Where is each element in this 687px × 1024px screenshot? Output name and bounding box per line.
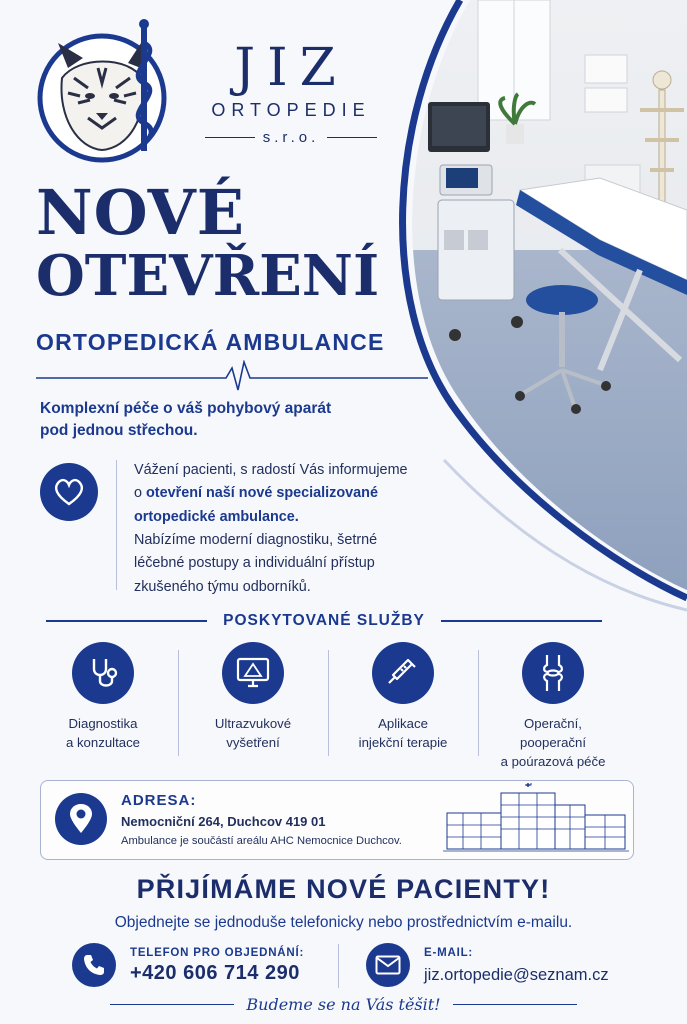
heartbeat-divider-icon [36,360,428,392]
tagline-line-1: Komplexní péče o váš pohybový aparát [40,400,332,417]
cta-subtitle: Objednejte se jednoduše telefonicky nebo prostřednictvím e-mailu. [114,914,573,931]
service-item [478,642,628,772]
brand-legal: s.r.o. [262,129,320,146]
divider [116,460,117,590]
heart-icon [40,463,98,521]
divider [205,137,255,139]
intro-text [134,459,434,599]
service-item [178,642,328,772]
intro-line-1: Vážení pacienti, s radostí Vás informujeme [134,462,408,478]
intro-line-4: Nabízíme moderní diagnostiku, šetrné [134,531,378,548]
headline [36,176,380,309]
address-note: Ambulance je součástí areálu AHC Nemocnice Duchcov. [121,835,402,847]
divider [46,620,207,622]
tagline [40,398,400,443]
email-address[interactable]: jiz.ortopedie@seznam.cz [424,966,609,984]
knee-joint-icon [522,642,584,704]
intro-line-6: zkušeného týmu odborníků. [134,578,311,595]
intro-line-2-bold: otevření naší nové specializované [146,485,378,502]
services-list [28,642,628,772]
phone-label: TELEFON PRO OBJEDNÁNÍ: [130,947,305,959]
divider [327,137,377,139]
address-card [40,780,634,860]
footer-text: Budeme se na Vás těšit! [246,995,441,1014]
intro-line-5: léčebné postupy a individuální přístup [134,555,375,572]
headline-line-1: NOVÉ [36,176,245,249]
stethoscope-icon [72,642,134,704]
service-item [28,642,178,772]
hospital-building-icon [443,783,629,857]
divider [441,620,602,622]
phone-number[interactable]: +420 606 714 290 [130,962,300,984]
brand-subtitle: ORTOPEDIE [211,100,371,120]
location-pin-icon [55,793,107,845]
address-title: ADRESA: [121,792,197,809]
service-label: Ultrazvukové vyšetření [214,716,292,751]
phone-icon[interactable] [72,943,116,987]
service-label: Operační, pooperační a poúrazová péče [500,716,606,770]
service-item [328,642,478,772]
intro-line-2-pre: o [134,485,147,502]
services-title: POSKYTOVANÉ SLUŽBY [223,612,425,629]
ultrasound-monitor-icon [222,642,284,704]
envelope-icon[interactable] [366,943,410,987]
tiger-logo [28,18,188,168]
intro-line-3-bold: ortopedické ambulance. [134,508,299,525]
address-street: Nemocniční 264, Duchcov 419 01 [121,814,326,829]
brand-legal-row [196,129,386,146]
subheading: ORTOPEDICKÁ AMBULANCE [36,329,385,355]
headline-line-2: OTEVŘENÍ [36,243,380,309]
footer [110,995,577,1014]
tagline-line-2: pod jednou střechou. [40,422,198,440]
cta-title: PŘIJÍMÁME NOVÉ PACIENTY! [136,874,551,904]
brand-name: JIZ [234,38,348,98]
services-header [46,612,602,630]
divider [338,944,339,988]
syringe-icon [372,642,434,704]
service-label: Aplikace injekční terapie [358,716,448,751]
email-label: E-MAIL: [424,947,474,959]
intro-line-3 [134,506,434,529]
intro-line-2 [134,482,434,505]
service-label: Diagnostika a konzultace [65,716,141,751]
divider [453,1004,577,1005]
brand-block [196,38,386,146]
divider [110,1004,234,1005]
